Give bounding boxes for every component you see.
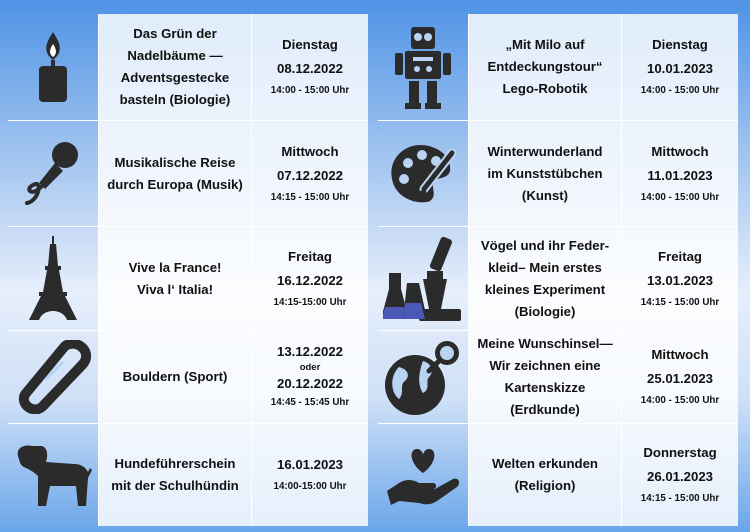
title-line: Vive la France! <box>128 259 222 275</box>
course-title <box>468 227 622 330</box>
left-column <box>8 14 368 526</box>
course-title <box>468 424 622 526</box>
weekday: Mittwoch <box>651 143 709 159</box>
course-date <box>622 424 738 526</box>
date: 07.12.2022 <box>276 167 343 183</box>
course-date <box>252 14 368 120</box>
or-label: oder <box>299 361 321 373</box>
title-line: Nadelbäume — <box>127 48 223 63</box>
table-row <box>378 227 738 331</box>
time: 14:15 - 15:00 Uhr <box>640 493 720 504</box>
time: 14:00 - 15:00 Uhr <box>640 85 720 96</box>
title-line: Viva l‘ Italia! <box>137 281 213 297</box>
weekday: Donnerstag <box>643 445 717 460</box>
title-line: Meine Wunschinsel— <box>477 336 613 351</box>
title-line: mit der Schulhündin <box>111 478 239 493</box>
time: 14:00 - 15:00 Uhr <box>640 191 720 203</box>
title-line: basteln (Biologie) <box>119 92 231 107</box>
time: 14:45 - 15:45 Uhr <box>270 396 350 408</box>
course-date <box>252 227 368 330</box>
course-title <box>468 121 622 226</box>
course-title <box>98 121 252 226</box>
dog-icon <box>8 424 98 526</box>
title-line: Bouldern (Sport) <box>122 369 228 384</box>
weekday: Mittwoch <box>281 143 339 159</box>
title-line: Vögel und ihr Feder- <box>480 237 610 253</box>
time: 14:00 - 15:00 Uhr <box>270 85 350 96</box>
title-line: (Erdkunde) <box>510 402 580 417</box>
course-date <box>622 331 738 423</box>
globe-magnifier-icon <box>378 331 468 423</box>
weekday: Dienstag <box>282 37 338 52</box>
title-line: im Kunststübchen <box>487 165 603 181</box>
title-line: Wir zeichnen eine <box>489 358 601 373</box>
microscope-icon <box>378 227 468 330</box>
eiffel-tower-icon <box>8 227 98 330</box>
course-title <box>98 227 252 330</box>
title-line: Winterwunderland <box>487 143 603 159</box>
title-line: Kartenskizze <box>504 380 586 395</box>
course-title <box>468 14 622 120</box>
course-title <box>468 331 622 423</box>
title-line: „Mit Milo auf <box>505 37 585 52</box>
table-row <box>378 121 738 227</box>
date: 26.01.2023 <box>646 469 713 484</box>
title-line: kleines Experiment <box>484 281 606 297</box>
course-title <box>98 14 252 120</box>
time: 14:00 - 15:00 Uhr <box>640 395 720 406</box>
date: 13.01.2023 <box>646 272 713 288</box>
title-line: (Religion) <box>514 478 576 493</box>
title-line: Hundeführerschein <box>114 456 236 471</box>
table-row <box>8 424 368 526</box>
weekday: Freitag <box>288 248 332 264</box>
title-line: Welten erkunden <box>491 456 598 471</box>
title-line: (Kunst) <box>521 187 569 203</box>
title-line: Entdeckungstour“ <box>487 59 603 74</box>
time: 14:00-15:00 Uhr <box>273 481 347 492</box>
date: 08.12.2022 <box>276 61 343 76</box>
time: 14:15 - 15:00 Uhr <box>270 191 350 203</box>
weekday: Mittwoch <box>651 347 709 362</box>
title-line: Musikalische Reise <box>114 154 236 170</box>
palette-icon <box>378 121 468 226</box>
table-row <box>8 14 368 121</box>
table-row <box>8 331 368 424</box>
course-date <box>622 121 738 226</box>
title-line: Adventsgestecke <box>120 70 230 85</box>
date: 10.01.2023 <box>646 61 713 76</box>
course-date <box>622 14 738 120</box>
date: 16.12.2022 <box>276 272 343 288</box>
weekday: Dienstag <box>652 37 708 52</box>
course-date <box>252 331 368 423</box>
course-date <box>622 227 738 330</box>
title-line: kleid– Mein erstes <box>488 259 602 275</box>
robot-icon <box>378 14 468 120</box>
right-column <box>378 14 738 526</box>
title-line: Das Grün der <box>133 26 217 41</box>
date: 16.01.2023 <box>276 457 343 472</box>
date: 25.01.2023 <box>646 371 713 386</box>
table-row <box>378 424 738 526</box>
course-date <box>252 424 368 526</box>
carabiner-icon <box>8 331 98 423</box>
date: 20.12.2022 <box>276 375 343 391</box>
candle-icon <box>8 14 98 120</box>
date: 13.12.2022 <box>276 343 343 359</box>
title-line: durch Europa (Musik) <box>107 176 243 192</box>
table-row <box>378 331 738 424</box>
table-row <box>8 227 368 331</box>
date: 11.01.2023 <box>647 167 713 183</box>
heart-hand-icon <box>378 424 468 526</box>
title-line: Lego-Robotik <box>502 81 588 96</box>
table-row <box>378 14 738 121</box>
course-date <box>252 121 368 226</box>
course-title <box>98 331 252 423</box>
time: 14:15-15:00 Uhr <box>273 296 347 308</box>
time: 14:15 - 15:00 Uhr <box>640 296 720 308</box>
title-line: (Biologie) <box>514 303 576 319</box>
table-row <box>8 121 368 227</box>
course-title <box>98 424 252 526</box>
microphone-icon <box>8 121 98 226</box>
weekday: Freitag <box>658 248 702 264</box>
